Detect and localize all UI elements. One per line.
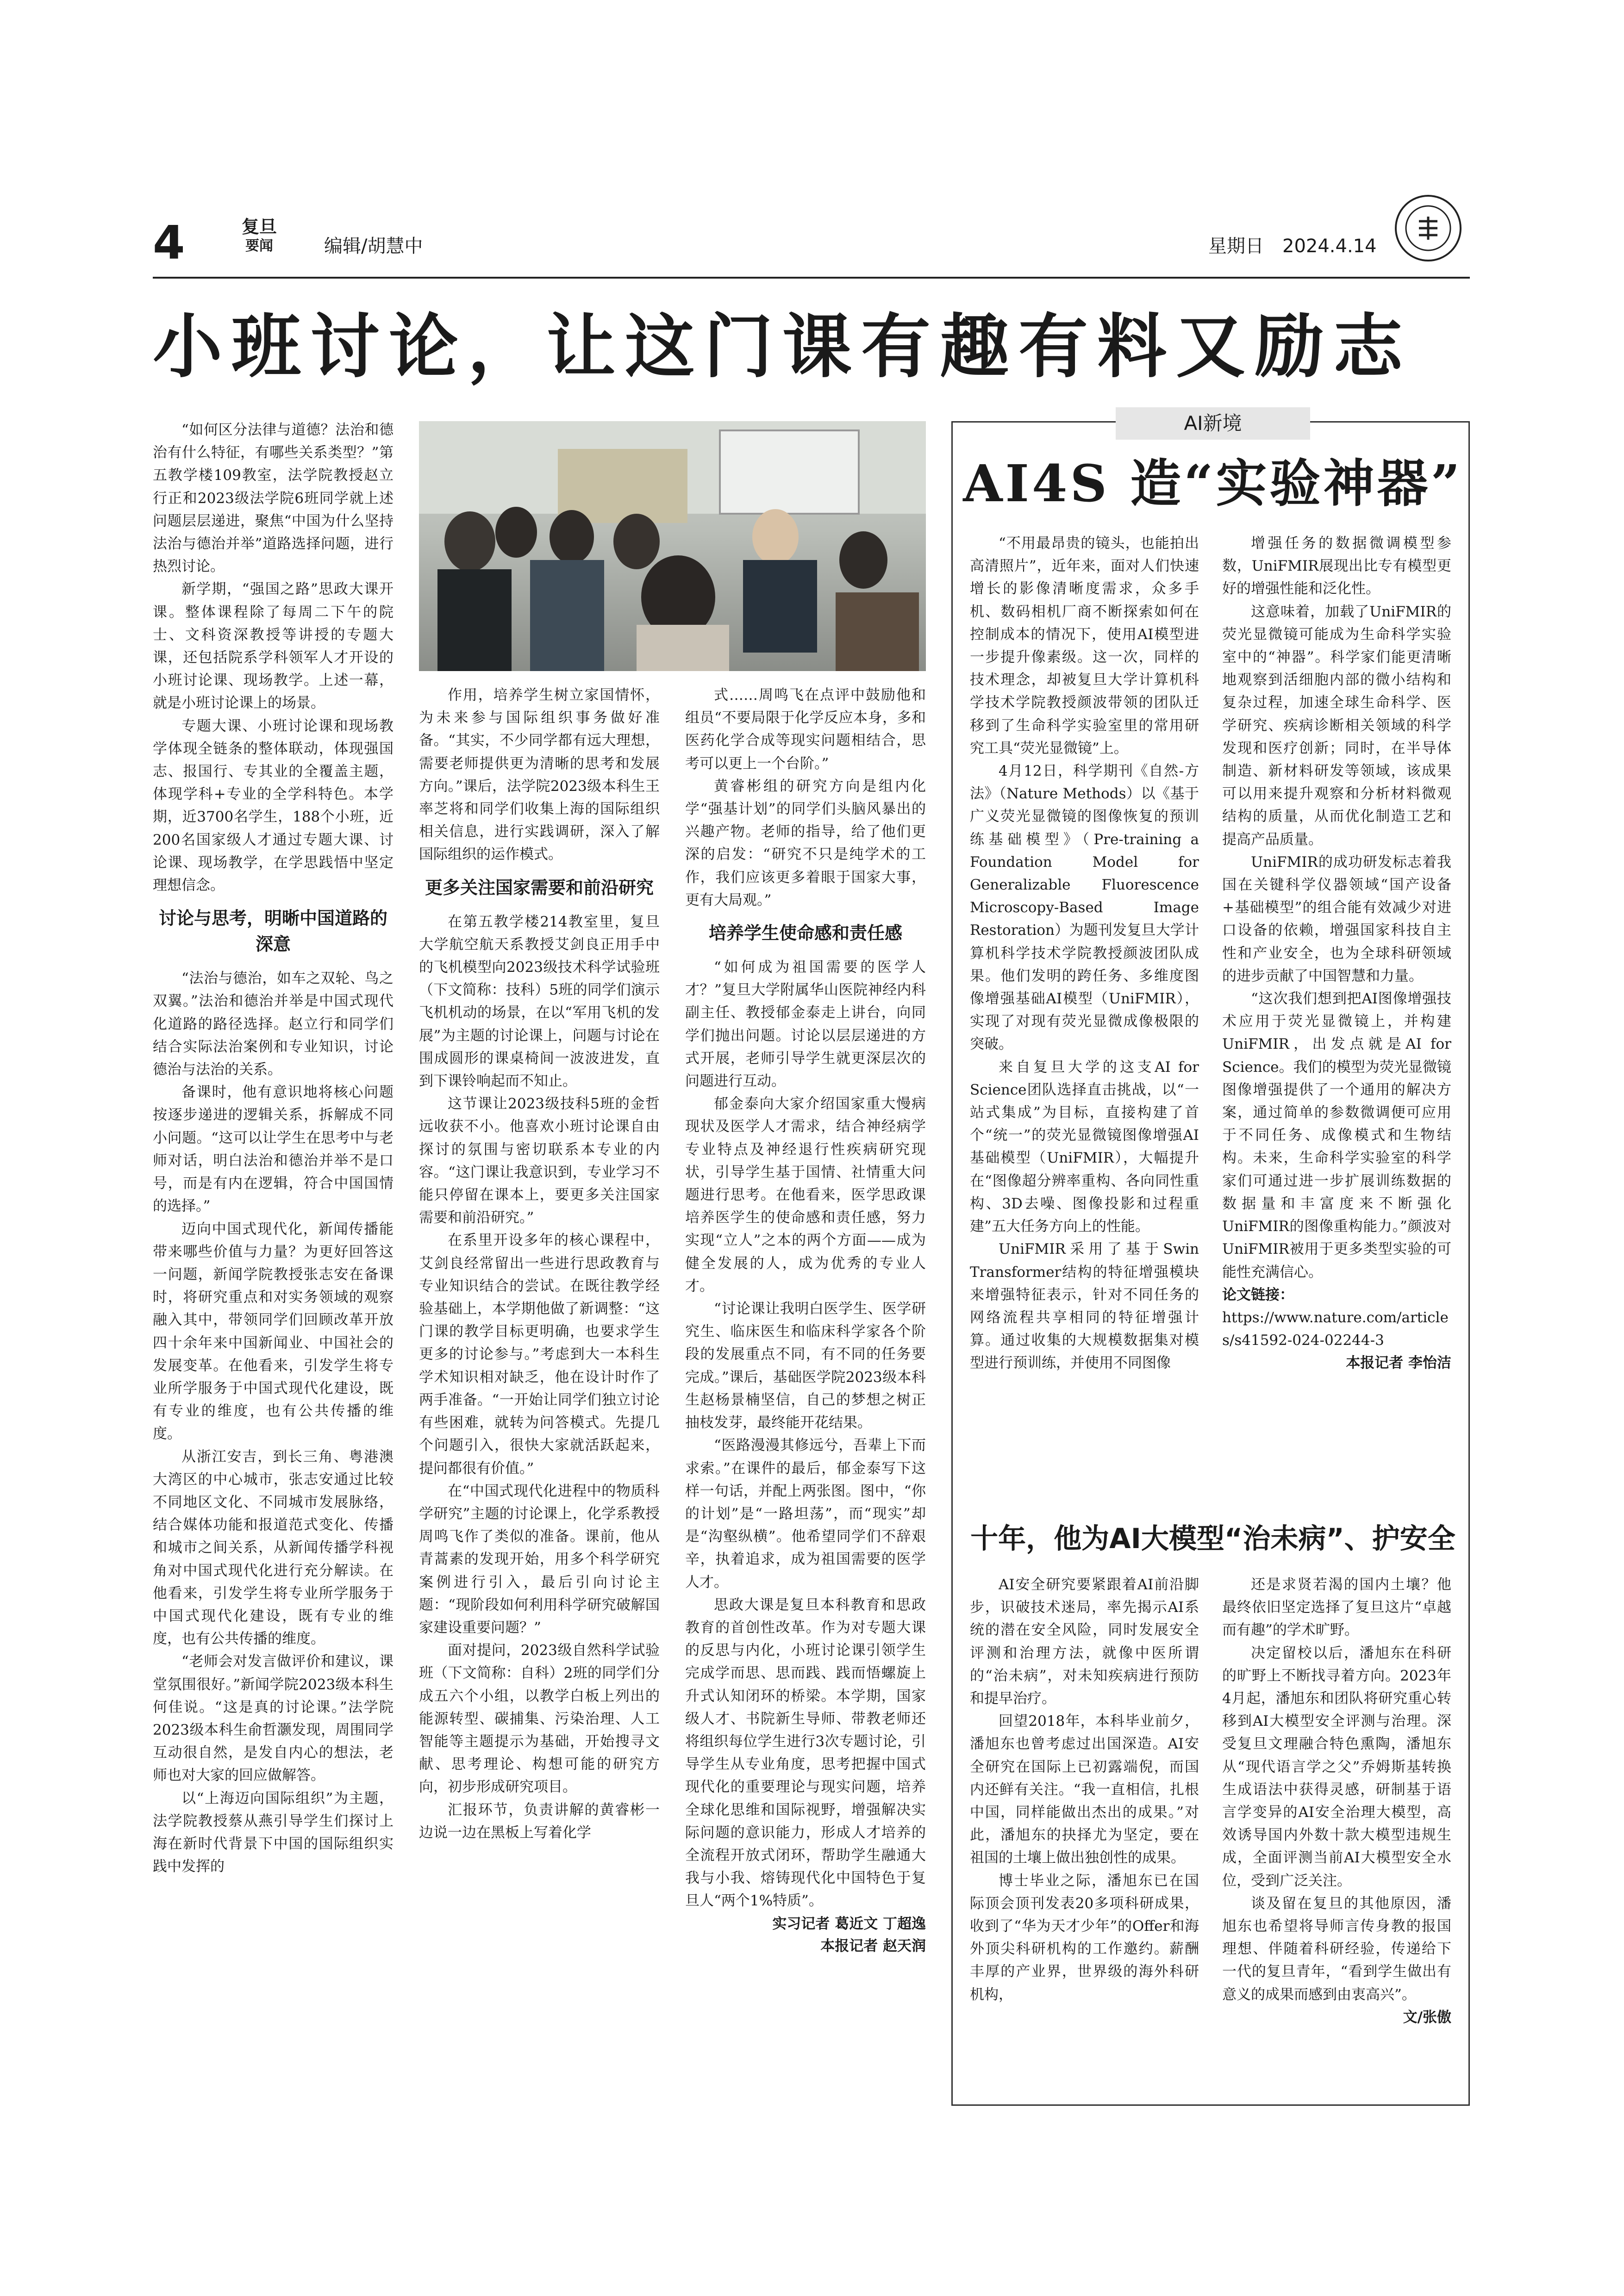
section-subhead: 更多关注国家需要和前沿研究 xyxy=(425,877,654,898)
section-subhead: 讨论与思考，明晰中国道路的深意 xyxy=(158,908,387,955)
reporter-credit: 本报记者 李怡洁 xyxy=(1346,1355,1451,1372)
paragraph: 备课时，他有意识地将核心问题按逐步递进的逻辑关系，拆解成不同小问题。“这可以让学生在思考中与老师对话，明白法治和德治并举不是口号，而是有内在逻辑，符合中国国情的选择。” xyxy=(153,1084,394,1215)
paragraph: “讨论课让我明白医学生、医学研究生、临床医生和临床科学家各个阶段的发展重点不同，有不同的任务要完成。”课后，基础医学院2023级本科生赵杨景楠坚信，自己的梦想之树正抽枝发芽，最终能开花结果。 xyxy=(685,1300,926,1431)
main-headline: 小班讨论，让这门课有趣有料又励志 xyxy=(153,307,1412,387)
paragraph: “医路漫漫其修远兮，吾辈上下而求索。”在课件的最后，郁金泰写下这样一句话，并配上两张图。图中，“你的计划”是“一路坦荡”，而“现实”却是“沟壑纵横”。他希望同学们不辞艰辛，执着追求，成为祖国需要的医学人才。 xyxy=(685,1437,926,1591)
classroom-photo xyxy=(419,421,926,671)
paragraph: 迈向中国式现代化，新闻传播能带来哪些价值与力量？为更好回答这一问题，新闻学院教授张志安在备课时，将研究重点和对实务领域的观察融入其中，带领同学们回顾改革开放四十余年来中国新闻业、中国社会的发展变革。在他看来，引发学生将专业所学服务于中国式现代化建设，既有专业的维度，也有公共传播的维度。 xyxy=(153,1220,394,1443)
paragraph: “如何区分法律与道德？法治和德治有什么特征，有哪些关系类型？”第五教学楼109教室，法学院教授赵立行正和2023级法学院6班同学就上述问题层层递进，聚焦“中国为什么坚持法治与德治并举”道路选择问题，进行热烈讨论。 xyxy=(153,422,394,575)
paragraph: 从浙江安吉，到长三角、粤港澳大湾区的中心城市，张志安通过比较不同地区文化、不同城市发展脉络，结合媒体功能和报道范式变化、传播和城市之间关系，从新闻传播学科视角对中国式现代化进行充分解读。在他看来，引发学生将专业所学服务于中国式现代化建设，既有专业的维度，也有公共传播的维度。 xyxy=(153,1448,394,1648)
paper-link[interactable]: https://www.nature.com/articles/s41592-024-02244-3 xyxy=(1222,1309,1449,1349)
section-subhead: 培养学生使命感和责任感 xyxy=(708,923,902,944)
paragraph: 博士毕业之际，潘旭东已在国际顶会顶刊发表20多项科研成果，收到了“华为天才少年”的Offer和海外顶尖科研机构的工作邀约。薪酬丰厚的产业界，世界级的海外科研机构， xyxy=(970,1872,1199,2003)
paragraph: AI安全研究要紧跟着AI前沿脚步，识破技术迷局，率先揭示AI系统的潜在安全风险，同时发展安全评测和治理方法，就像中医所谓的“治未病”，对未知疾病进行预防和提早治疗。 xyxy=(970,1576,1199,1707)
author-credit: 文/张傲 xyxy=(1403,2009,1451,2026)
article-column-3 xyxy=(685,684,926,2094)
paragraph: 专题大课、小班讨论课和现场教学体现全链条的整体联动，体现强国志、报国行、专其业的全覆盖主题，体现学科+专业的全学科特色。本学期，近3700名学生，188个小班，近200名国家级人才通过专题大课、讨论课、现场教学，在学思践悟中坚定理想信念。 xyxy=(153,717,394,894)
section-label: 要闻 xyxy=(245,238,273,254)
paragraph: “如何成为祖国需要的医学人才？”复旦大学附属华山医院神经内科副主任、教授郁金泰走上讲台，向同学们抛出问题。讨论以层层递进的方式开展，老师引导学生就更深层次的问题进行互动。 xyxy=(685,959,926,1090)
paragraph: 在第五教学楼214教室里，复旦大学航空航天系教授艾剑良正用手中的飞机模型向2023级技术科学试验班（下文简称：技科）5班的同学们演示飞机机动的场景，在以“军用飞机的发展”为主题的讨论课上，问题与讨论在围成圆形的课桌椅间一波波进发，直到下课铃响起而不知止。 xyxy=(419,913,660,1090)
paragraph: 新学期，“强国之路”思政大课开课。整体课程除了每周二下午的院士、文科资深教授等讲授的专题大课，还包括院系学科领军人才开设的小班讨论课、现场教学。上述一幕，就是小班讨论课上的场景。 xyxy=(153,581,394,712)
paragraph: 作用，培养学生树立家国情怀，为未来参与国际组织事务做好准备。“其实，不少同学都有远大理想，需要老师提供更为清晰的思考和发展方向。”课后，法学院2023级本科生王率芝将和同学们收集上海的国际组织相关信息，进行实践调研，深入了解国际组织的运作模式。 xyxy=(419,687,660,863)
ai-column-1 xyxy=(970,532,1199,1523)
ai-article-title: AI4S 造“实验神器” xyxy=(963,454,1463,513)
ai-subarticle-title: 十年，他为AI大模型“治未病”、护安全 xyxy=(970,1523,1455,1555)
newspaper-logo xyxy=(241,217,278,255)
paragraph: 回望2018年，本科毕业前夕，潘旭东也曾考虑过出国深造。AI安全研究在国际上已初露端倪，而国内还鲜有关注。“我一直相信，扎根中国，同样能做出杰出的成果。”对此，潘旭东的抉择尤为坚定，要在祖国的土壤上做出独创性的成果。 xyxy=(970,1713,1199,1867)
paper-link-label: 论文链接： xyxy=(1222,1286,1294,1303)
paragraph: 以“上海迈向国际组织”为主题，法学院教授蔡从燕引导学生们探讨上海在新时代背景下中国的国际组织实践中发挥的 xyxy=(153,1790,394,1875)
paragraph: “老师会对发言做评价和建议，课堂氛围很好。”新闻学院2023级本科生何佳说。“这是真的讨论课。”法学院2023级本科生俞哲灏发现，周围同学互动很自然，是发自内心的想法，老师也对大家的回应做解答。 xyxy=(153,1653,394,1784)
paragraph: 谈及留在复旦的其他原因，潘旭东也希望将导师言传身教的报国理想、伴随着科研经验，传递给下一代的复旦青年，“看到学生做出有意义的成果而感到由衷高兴”。 xyxy=(1222,1895,1451,2003)
paragraph: 面对提问，2023级自然科学试验班（下文简称：自科）2班的同学们分成五六个小组，以教学白板上列出的能源转型、碳捕集、污染治理、人工智能等主题提示为基础，开始搜寻文献、思考理论、构想可能的研究方向，初步形成研究项目。 xyxy=(419,1642,660,1796)
paragraph: 决定留校以后，潘旭东在科研的旷野上不断找寻着方向。2023年4月起，潘旭东和团队将研究重心转移到AI大模型安全评测与治理。深受复旦文理融合特色熏陶，潘旭东从“现代语言学之父”乔姆斯基转换生成语法中获得灵感，研制基于语言学变异的AI安全治理大模型，高效诱导国内外数十款大模型违规生成，全面评测当前AI大模型安全水位，受到广泛关注。 xyxy=(1222,1644,1451,1889)
university-seal-icon xyxy=(1393,193,1463,263)
paragraph: 思政大课是复旦本科教育和思政教育的首创性改革。作为对专题大课的反思与内化，小班讨论课引领学生完成学而思、思而践、践而悟螺旋上升式认知闭环的桥梁。本学期，国家级人才、书院新生导师、带教老师还将组织每位学生进行3次专题讨论，引导学生从专业角度，思考把握中国式现代化的重要理论与现实问题，培养全球化思维和国际视野，增强解决实际问题的意识能力，形成人才培养的全流程开放式闭环，帮助学生融通大我与小我、熔铸现代化中国特色于复旦人“两个1%特质”。 xyxy=(685,1596,926,1910)
paragraph: 郁金泰向大家介绍国家重大慢病现状及医学人才需求，结合神经病学专业特点及神经退行性疾病研究现状，引导学生基于国情、社情重大问题进行思考。在他看来，医学思政课培养医学生的使命感和责任感，努力实现“立人”之本的两个方面——成为健全发展的人，成为优秀的专业人才。 xyxy=(685,1095,926,1294)
paragraph: 黄睿彬组的研究方向是组内化学“强基计划”的同学们头脑风暴出的兴趣产物。老师的指导，给了他们更深的启发：“研究不只是纯学术的工作，我们应该更多着眼于国家大事，更有大局观。” xyxy=(685,778,926,908)
paragraph: UniFMIR的成功研发标志着我国在关键科学仪器领域“国产设备+基础模型”的组合能有效减少对进口设备的依赖，增强国家科技自主性和产业安全，也为全球科研领域的进步贡献了中国智慧和力量。 xyxy=(1222,853,1451,984)
page-number: 4 xyxy=(153,216,185,270)
paragraph: 还是求贤若渴的国内土壤？他最终依旧坚定选择了复旦这片“卓越而有趣”的学术旷野。 xyxy=(1222,1576,1451,1639)
paragraph: 这意味着，加载了UniFMIR的荧光显微镜可能成为生命科学实验室中的“神器”。科学家们能更清晰地观察到活细胞内部的微小结构和复杂过程，加速全球生命科学、医学研究、疾病诊断相关领域的科学发现和医疗创新；同时，在半导体制造、新材料研发等领域，该成果可以用来提升观察和分析材料微观结构的质量，从而优化制造工艺和提高产品质量。 xyxy=(1222,603,1451,848)
reporter-credit: 本报记者 赵天润 xyxy=(820,1937,926,1954)
paragraph: 来自复旦大学的这支AI for Science团队选择直击挑战，以“一站式集成”为目标，直接构建了首个“统一”的荧光显微镜图像增强AI基础模型（UniFMIR），大幅提升在“图像超分辨率重构、各向同性重构、3D去噪、图像投影和过程重建”五大任务方向上的性能。 xyxy=(970,1058,1199,1235)
article-column-1 xyxy=(153,419,394,2094)
paragraph: 在“中国式现代化进程中的物质科学研究”主题的讨论课上，化学系教授周鸣飞作了类似的准备。课前，他从青蒿素的发现开始，用多个科学研究案例进行引入，最后引向讨论主题：“现阶段如何利用科学研究破解国家建设重要问题？” xyxy=(419,1482,660,1636)
ai-column-3 xyxy=(970,1574,1199,2101)
issue-date: 星期日 2024.4.14 xyxy=(1208,236,1377,257)
ai-column-4 xyxy=(1222,1574,1451,2101)
paragraph: 汇报环节，负责讲解的黄睿彬一边说一边在黑板上写着化学 xyxy=(419,1801,660,1841)
classroom-discussion-photo-icon xyxy=(419,421,926,671)
paragraph: 增强任务的数据微调模型参数，UniFMIR展现出比专有模型更好的增强性能和泛化性。 xyxy=(1222,535,1451,597)
ai-column-2 xyxy=(1222,532,1451,1523)
paragraph: “不用最昂贵的镜头，也能拍出高清照片”，近年来，面对人们快速增长的影像清晰度需求，众多手机、数码相机厂商不断探索如何在控制成本的情况下，使用AI模型进一步提升像素级。这一次，同样的技术理念，却被复旦大学计算机科学技术学院教授颜波带领的团队迁移到了生命科学实验室里的常用研究工具“荧光显微镜”上。 xyxy=(970,535,1199,757)
paragraph: 在系里开设多年的核心课程中，艾剑良经常留出一些进行思政教育与专业知识结合的尝试。在既往教学经验基础上，本学期他做了新调整：“这门课的教学目标更明确，也要求学生更多的讨论参与。”考虑到大一本科生学术知识相对缺乏，他在设计时作了两手准备。“一开始让同学们独立讨论有些困难，就转为问答模式。先提几个问题引入，很快大家就活跃起来，提问都很有价值。” xyxy=(419,1232,660,1477)
logo-title: 复旦 xyxy=(241,216,277,237)
paragraph: 这节课让2023级技科5班的金哲远收获不小。他喜欢小班讨论课自由探讨的氛围与密切联系本专业的内容。“这门课让我意识到，专业学习不能只停留在课本上，要更多关注国家需要和前沿研究。” xyxy=(419,1095,660,1226)
paragraph: “法治与德治，如车之双轮、鸟之双翼。”法治和德治并举是中国式现代化道路的路径选择。赵立行和同学们结合实际法治案例和专业知识，讨论德治与法治的关系。 xyxy=(153,970,394,1078)
paragraph: 4月12日，科学期刊《自然-方法》（Nature Methods）以《基于广义荧光显微镜的图像恢复的预训练基础模型》（Pre-training a Foundation Model for Generalizable Fluorescence Microscopy-Based Image Restoration）为题刊发复旦大学计算机科学技术学院教授颜波团队成果。他们发明的跨任务、多维度图像增强基础AI模型（UniFMIR），实现了对现有荧光显微成像极限的突破。 xyxy=(970,763,1199,1053)
section-tag: AI新境 xyxy=(1116,407,1310,440)
header-divider xyxy=(153,277,1470,279)
paragraph: “这次我们想到把AI图像增强技术应用于荧光显微镜上，并构建UniFMIR，出发点就是AI for Science。我们的模型为荧光显微镜图像增强提供了一个通用的解决方案，通过简单的参数微调便可应用于不同任务、成像模式和生物结构。未来，生命科学实验室的科学家们可通过进一步扩展训练数据的数据量和丰富度来不断强化UniFMIR的图像重构能力。”颜波对UniFMIR被用于更多类型实验的可能性充满信心。 xyxy=(1222,990,1451,1281)
paragraph: UniFMIR采用了基于Swin Transformer结构的特征增强模块来增强特征表示，针对不同任务的网络流程共享相同的特征增强计算。通过收集的大规模数据集对模型进行预训练，并使用不同图像 xyxy=(970,1241,1199,1372)
paragraph: 式……周鸣飞在点评中鼓励他和组员“不要局限于化学反应本身，多和医药化学合成等现实问题相结合，思考可以更上一个台阶。” xyxy=(685,687,926,772)
editor-credit: 编辑/胡慧中 xyxy=(324,236,423,257)
reporter-credit: 实习记者 葛近文 丁超逸 xyxy=(772,1915,926,1932)
paper-link-block xyxy=(1222,1284,1451,1352)
article-column-2 xyxy=(419,684,660,2094)
